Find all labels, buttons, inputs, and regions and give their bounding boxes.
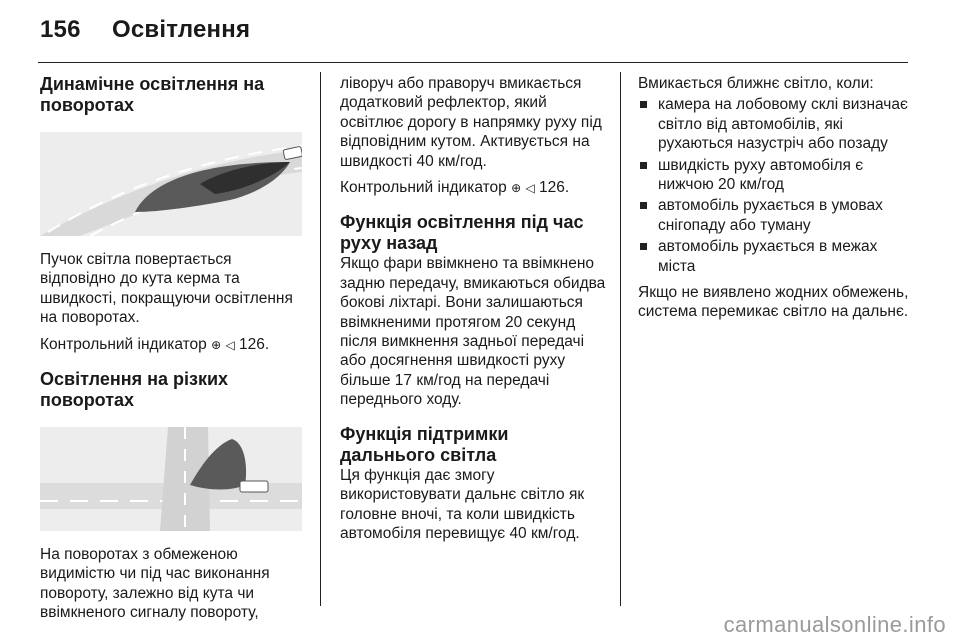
- column-divider-1: [320, 72, 321, 606]
- section-text-high-beam-assist: Ця функція дає змогу використовувати дальнє світло як головне вночі, та коли швидкість автомобіля перевищує 40 км/год.: [340, 466, 585, 542]
- section-title-reverse-lighting: Функція освітлення під час руху назад: [340, 212, 584, 254]
- header-rule: [38, 62, 908, 63]
- section-title-cornering-light: Освітлення на різких поворотах: [40, 369, 229, 411]
- section-text-reverse-lighting: Якщо фари ввімкнено та ввімкнено задню передачу, вмикаються обидва бокові ліхтарі. Вони залишаються ввімкненими протягом 20 секунд після вимкнення задньої передачі або досягнення швидкості руху більше 17 км/год на передачі переднього ходу.: [340, 255, 606, 409]
- section-title-high-beam-assist: Функція підтримки дальнього світла: [340, 423, 509, 465]
- section-title-dynamic-lighting: Динамічне освітлення на поворотах: [40, 74, 265, 115]
- low-beam-conditions-list: [638, 95, 918, 276]
- indicator-reference-2: Контрольний індикатор ⊕ ◁ 126.: [340, 179, 570, 197]
- figure-dynamic-curve-lighting: [40, 132, 302, 236]
- bullet-square-icon: [640, 101, 647, 108]
- page-reference-arrow-icon: ◁: [225, 337, 235, 352]
- column-3: [638, 74, 918, 322]
- bullet-square-icon: [640, 202, 647, 209]
- bullet-square-icon: [640, 162, 647, 169]
- indicator-reference-1: Контрольний індикатор ⊕ ◁ 126.: [40, 335, 270, 353]
- watermark: carmanualsonline.info: [723, 612, 946, 637]
- low-beam-intro: Вмикається ближнє світло, коли:: [638, 75, 874, 92]
- page-number: 156: [40, 16, 81, 43]
- cornering-light-continued: ліворуч або праворуч вмикається додатковий рефлектор, який освітлює дорогу в напрямку руху під відповідним кутом. Активується на швидкості 40 км/год.: [340, 75, 602, 170]
- list-item: швидкість руху автомобіля є нижчою 20 км/год: [638, 156, 918, 195]
- column-divider-2: [620, 72, 621, 606]
- page-reference-arrow-icon: ◁: [525, 181, 535, 196]
- page-title: Освітлення: [112, 16, 251, 43]
- high-beam-switch-text: Якщо не виявлено жодних обмежень, система перемикає світло на дальнє.: [638, 284, 909, 321]
- section-text-dynamic-lighting: Пучок світла повертається відповідно до кута керма та швидкості, покращуючи освітлення на поворотах.: [40, 251, 293, 327]
- column-1: [40, 74, 302, 623]
- list-item: камера на лобовому склі визначає світло від автомобілів, які рухаються назустріч або позаду: [638, 95, 918, 153]
- bullet-square-icon: [640, 243, 647, 250]
- section-text-cornering-light: На поворотах з обмеженою видимістю чи під час виконання повороту, залежно від кута чи ввімкненого сигналу повороту,: [40, 546, 270, 622]
- column-2: [340, 74, 608, 543]
- list-item: автомобіль рухається в межах міста: [638, 237, 918, 276]
- list-item: автомобіль рухається в умовах снігопаду або туману: [638, 196, 918, 235]
- indicator-lamp-icon: ⊕: [511, 181, 522, 196]
- figure-cornering-light: [40, 427, 302, 531]
- indicator-lamp-icon: ⊕: [211, 337, 222, 352]
- page-header: [40, 16, 250, 44]
